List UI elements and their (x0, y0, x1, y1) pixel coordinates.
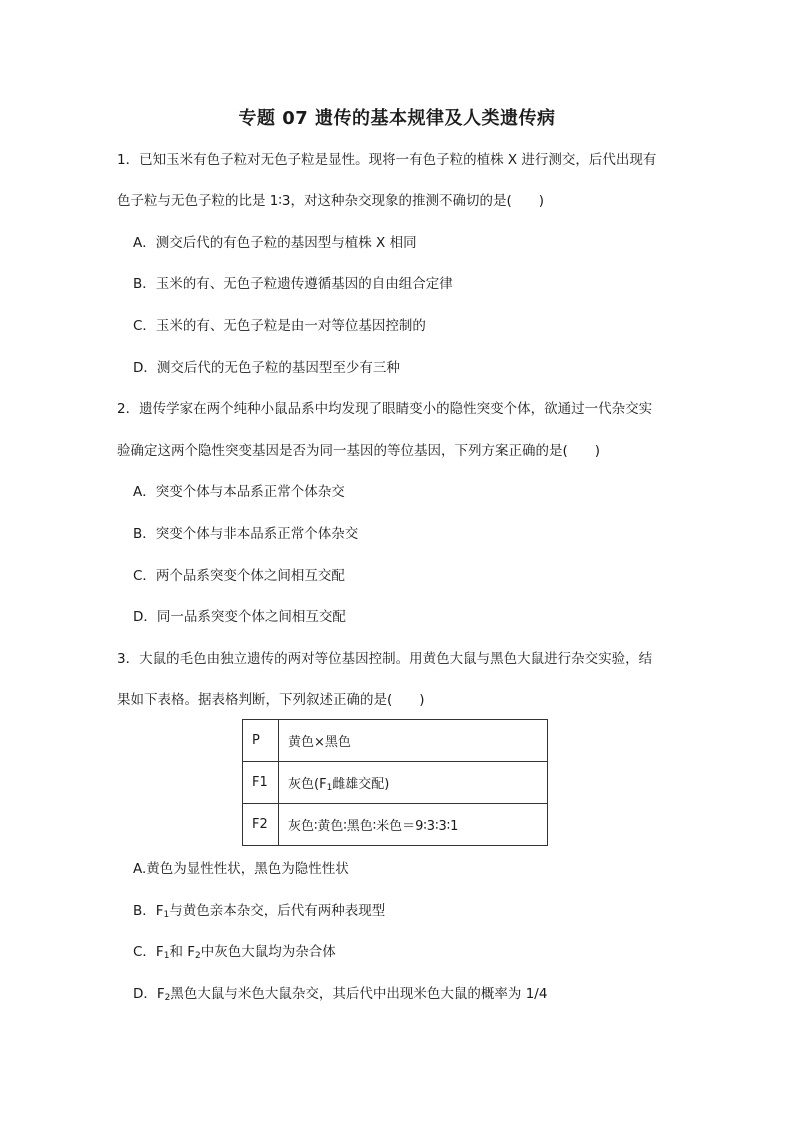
option-text: 中灰色大鼠均为杂合体 (200, 944, 336, 960)
q3-option-b (133, 902, 385, 920)
phenotype-cell: 黄色×黑色 (279, 720, 548, 762)
q2-option-c: C．两个品系突变个体之间相互交配 (133, 568, 345, 584)
q1-option-b: B．玉米的有、无色子粒遗传遵循基因的自由组合定律 (133, 276, 453, 292)
q3-stem-line2: 果如下表格。据表格判断，下列叙述正确的是( ) (117, 692, 425, 708)
q1-option-d: D．测交后代的无色子粒的基因型至少有三种 (133, 360, 400, 376)
page-title: 专题 07 遗传的基本规律及人类遗传病 (238, 108, 556, 129)
option-text: 和 F (169, 944, 195, 960)
q3-option-a: A.黄色为显性性状，黑色为隐性性状 (133, 861, 349, 877)
subscript: 1 (163, 951, 170, 961)
q2-option-d: D．同一品系突变个体之间相互交配 (133, 609, 346, 625)
option-text: 与黄色亲本杂交，后代有两种表现型 (169, 903, 386, 919)
table-row (243, 804, 548, 846)
q3-option-d (133, 985, 547, 1003)
option-text: B．F (133, 903, 164, 919)
option-text: 黑色大鼠与米色大鼠杂交，其后代中出现米色大鼠的概率为 1/4 (170, 986, 548, 1002)
q3-option-c (133, 943, 336, 961)
phenotype-text: 灰色(F (288, 777, 327, 792)
q2-option-a: A．突变个体与本品系正常个体杂交 (133, 484, 345, 500)
q2-stem-line2: 验确定这两个隐性突变基因是否为同一基因的等位基因，下列方案正确的是( ) (117, 443, 601, 459)
option-text: D．F (133, 986, 165, 1002)
subscript: 1 (163, 910, 170, 920)
cross-result-table (242, 719, 548, 846)
generation-cell: F1 (243, 762, 279, 804)
phenotype-cell (279, 762, 548, 804)
q1-stem-line1: 1．已知玉米有色子粒对无色子粒是显性。现将一有色子粒的植株 X 进行测交，后代出现有 (117, 152, 657, 168)
q1-option-a: A．测交后代的有色子粒的基因型与植株 X 相同 (133, 235, 417, 251)
option-text: C．F (133, 944, 164, 960)
table-row (243, 720, 548, 762)
q2-option-b: B．突变个体与非本品系正常个体杂交 (133, 526, 359, 542)
table-row (243, 762, 548, 804)
q2-stem-line1: 2．遗传学家在两个纯种小鼠品系中均发现了眼睛变小的隐性突变个体，欲通过一代杂交实 (117, 401, 653, 417)
phenotype-text: 雌雄交配) (332, 777, 390, 792)
subscript: 2 (164, 993, 171, 1003)
subscript: 2 (195, 951, 201, 961)
generation-cell: P (243, 720, 279, 762)
q3-stem-line1: 3．大鼠的毛色由独立遗传的两对等位基因控制。用黄色大鼠与黑色大鼠进行杂交实验，结 (117, 651, 653, 667)
q1-stem-line2: 色子粒与无色子粒的比是 1∶3，对这种杂交现象的推测不确切的是( ) (117, 193, 545, 209)
subscript: 1 (326, 783, 333, 793)
phenotype-cell: 灰色∶黄色∶黑色∶米色＝9∶3∶3∶1 (279, 804, 548, 846)
generation-cell: F2 (243, 804, 279, 846)
q1-option-c: C．玉米的有、无色子粒是由一对等位基因控制的 (133, 318, 426, 334)
